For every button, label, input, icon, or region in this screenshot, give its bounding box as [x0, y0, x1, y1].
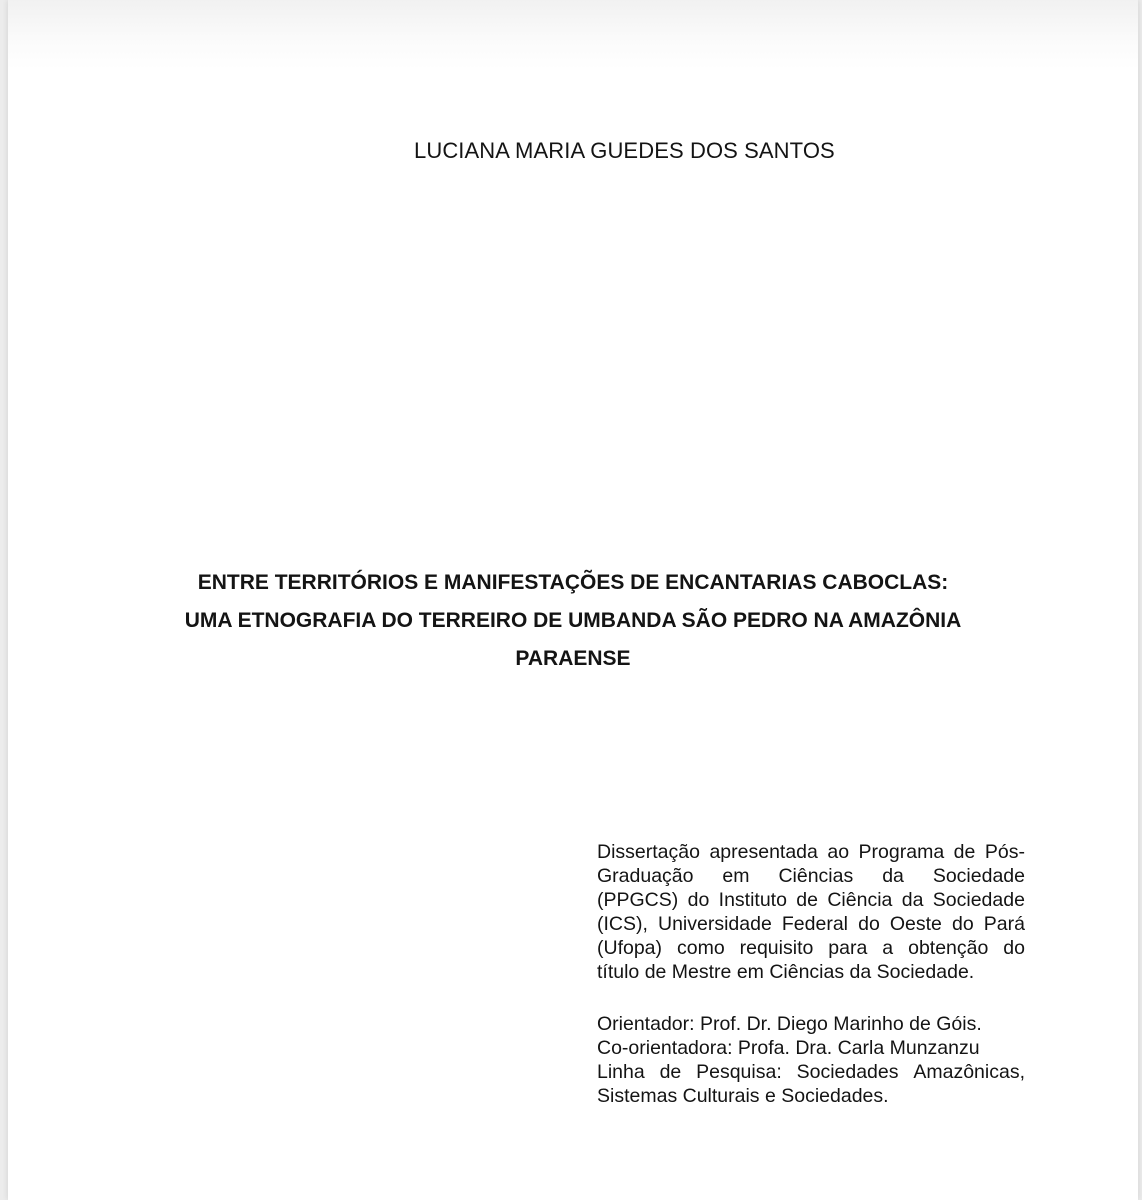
document-page — [8, 0, 1138, 1200]
word: (PPGCS) — [597, 889, 679, 911]
word: Dissertação — [597, 841, 700, 863]
word: requisito — [739, 937, 814, 959]
word: Amazônicas, — [913, 1061, 1025, 1083]
description-line-2 — [597, 864, 1025, 888]
author-name-text: LUCIANA MARIA GUEDES DOS SANTOS — [414, 138, 835, 163]
word: Instituto — [718, 889, 787, 911]
page-top-shadow — [8, 0, 1138, 70]
word: (Ufopa) — [597, 937, 663, 959]
word: Sociedades — [796, 1061, 899, 1083]
word: Pará — [983, 913, 1025, 935]
word: obtenção — [908, 937, 989, 959]
word: Programa — [858, 841, 945, 863]
description-line-1 — [597, 840, 1025, 864]
title-line-2: UMA ETNOGRAFIA DO TERREIRO DE UMBANDA SÃO PEDRO NA AMAZÔNIA — [184, 609, 962, 632]
word: (ICS), — [597, 913, 648, 935]
word: Oeste — [889, 913, 942, 935]
word: do — [951, 913, 974, 935]
word: Pesquisa: — [696, 1061, 782, 1083]
word: Federal — [781, 913, 849, 935]
description-line-3 — [597, 888, 1025, 912]
word: da — [901, 889, 924, 911]
co-advisor-line: Co-orientadora: Profa. Dra. Carla Munzanzu — [597, 1037, 980, 1059]
word: Linha — [597, 1061, 645, 1083]
word: Graduação — [597, 865, 694, 887]
word: a — [882, 937, 894, 959]
word: apresentada — [709, 841, 818, 863]
description-line-5 — [597, 936, 1025, 960]
word: Sociedade — [932, 865, 1025, 887]
word: Sociedade — [932, 889, 1025, 911]
advisors-block — [597, 1012, 1025, 1108]
word: ao — [827, 841, 850, 863]
word: do — [687, 889, 710, 911]
word: como — [676, 937, 725, 959]
word: Ciências — [778, 865, 854, 887]
title-line-1: ENTRE TERRITÓRIOS E MANIFESTAÇÕES DE ENCANTARIAS CABOCLAS: — [197, 571, 949, 594]
word: do — [1003, 937, 1025, 959]
description-line-6: título de Mestre em Ciências da Sociedade. — [597, 961, 975, 983]
research-line-1 — [597, 1060, 1025, 1084]
dissertation-title — [8, 564, 1138, 678]
word: para — [828, 937, 868, 959]
word: de — [796, 889, 818, 911]
title-line-3: PARAENSE — [515, 647, 631, 670]
research-line-2: Sistemas Culturais e Sociedades. — [597, 1085, 889, 1107]
word: Pós- — [984, 841, 1025, 863]
word: Ciência — [827, 889, 893, 911]
advisor-line: Orientador: Prof. Dr. Diego Marinho de Góis. — [597, 1013, 982, 1035]
dissertation-description — [597, 840, 1025, 984]
word: de — [953, 841, 976, 863]
word: do — [858, 913, 880, 935]
word: em — [722, 865, 750, 887]
word: da — [882, 865, 904, 887]
word: de — [659, 1061, 682, 1083]
description-line-4 — [597, 912, 1025, 936]
word: Universidade — [658, 913, 772, 935]
